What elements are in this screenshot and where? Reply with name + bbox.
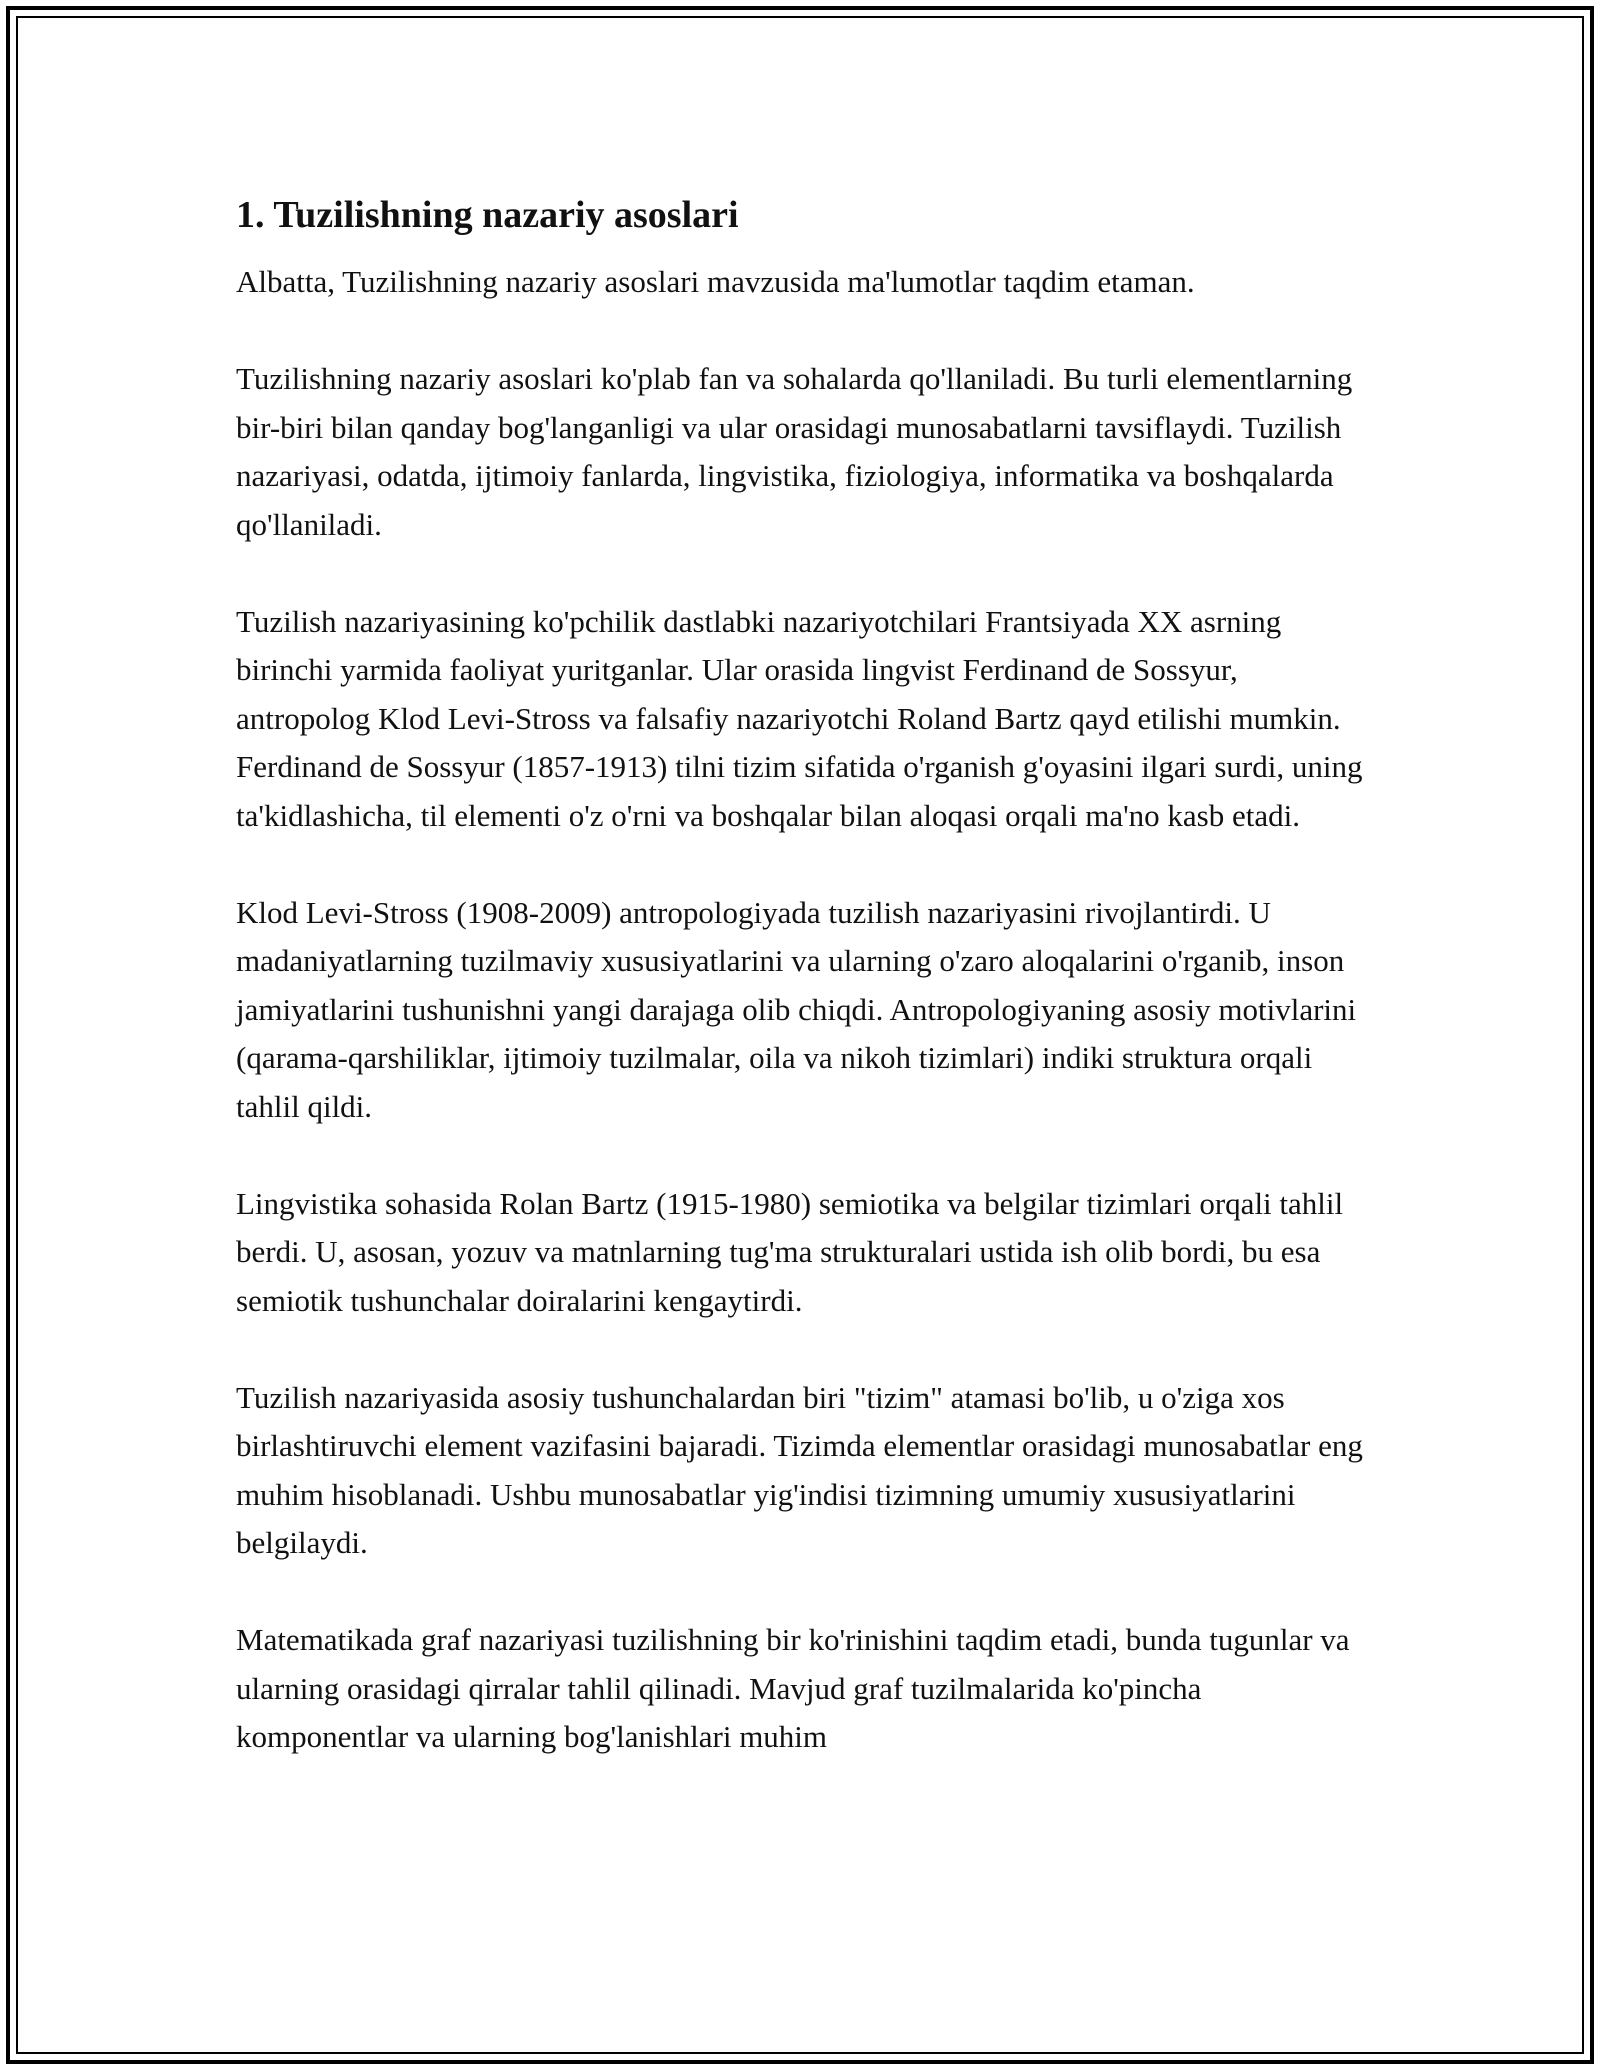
paragraph-overview: Tuzilishning nazariy asoslari ko'plab fan va sohalarda qo'llaniladi. Bu turli elementlarning bir-biri bilan qanday bog'langanligi va ular orasidagi munosabatlarni tavsiflaydi. Tuzilish nazariyasi, odatda, ijtimoiy fanlarda, lingvistika, fiziologiya, informatika va boshqalarda qo'llaniladi. bbox=[236, 361, 1353, 542]
paragraph-system-concept: Tuzilish nazariyasida asosiy tushunchalardan biri "tizim" atamasi bo'lib, u o'ziga xos birlashtiruvchi element vazifasini bajaradi. Tizimda elementlar orasidagi munosabatlar eng muhim hisoblanadi. Ushbu munosabatlar yig'indisi tizimning umumiy xususiyatlarini belgilaydi. bbox=[236, 1379, 1363, 1560]
paragraph-graph-theory: Matematikada graf nazariyasi tuzilishning bir ko'rinishini taqdim etadi, bunda tugunlar va ularning orasidagi qirralar tahlil qilinadi. Mavjud graf tuzilmalarida ko'pincha komponentlar va ularning bog'lanishlari muhim bbox=[236, 1622, 1350, 1754]
section-heading: 1. Tuzilishning nazariy asoslari bbox=[236, 194, 739, 236]
paragraph-levi-strauss: Klod Levi-Stross (1908-2009) antropologiyada tuzilish nazariyasini rivojlantirdi. U madaniyatlarning tuzilmaviy xususiyatlarini va ularning o'zaro aloqalarini o'rganib, inson jamiyatlarini tushunishni yangi darajaga olib chiqdi. Antropologiyaning asosiy motivlarini (qarama-qarshiliklar, ijtimoiy tuzilmalar, oila va nikoh tizimlari) indiki struktura orqali tahlil qildi. bbox=[236, 894, 1357, 1124]
paragraph-early-theorists: Tuzilish nazariyasining ko'pchilik dastlabki nazariyotchilari Frantsiyada XX asrning birinchi yarmida faoliyat yuritganlar. Ular orasida lingvist Ferdinand de Sossyur, antropolog Klod Levi-Stross va falsafiy nazariyotchi Roland Bartz qayd etilishi mumkin. Ferdinand de Sossyur (1857-1913) tilni tizim sifatida o'rganish g'oyasini ilgari surdi, uning ta'kidlashicha, til elementi o'z o'rni va boshqalar bilan aloqasi orqali ma'no kasb etadi. bbox=[236, 603, 1363, 833]
paragraph-barthes: Lingvistika sohasida Rolan Bartz (1915-1980) semiotika va belgilar tizimlari orqali tahlil berdi. U, asosan, yozuv va matnlarning tug'ma strukturalari ustida ish olib bordi, bu esa semiotik tushunchalar doiralarini kengaytirdi. bbox=[236, 1185, 1344, 1318]
document-body bbox=[236, 190, 1376, 1810]
paragraph-intro: Albatta, Tuzilishning nazariy asoslari mavzusida ma'lumotlar taqdim etaman. bbox=[236, 264, 1195, 299]
